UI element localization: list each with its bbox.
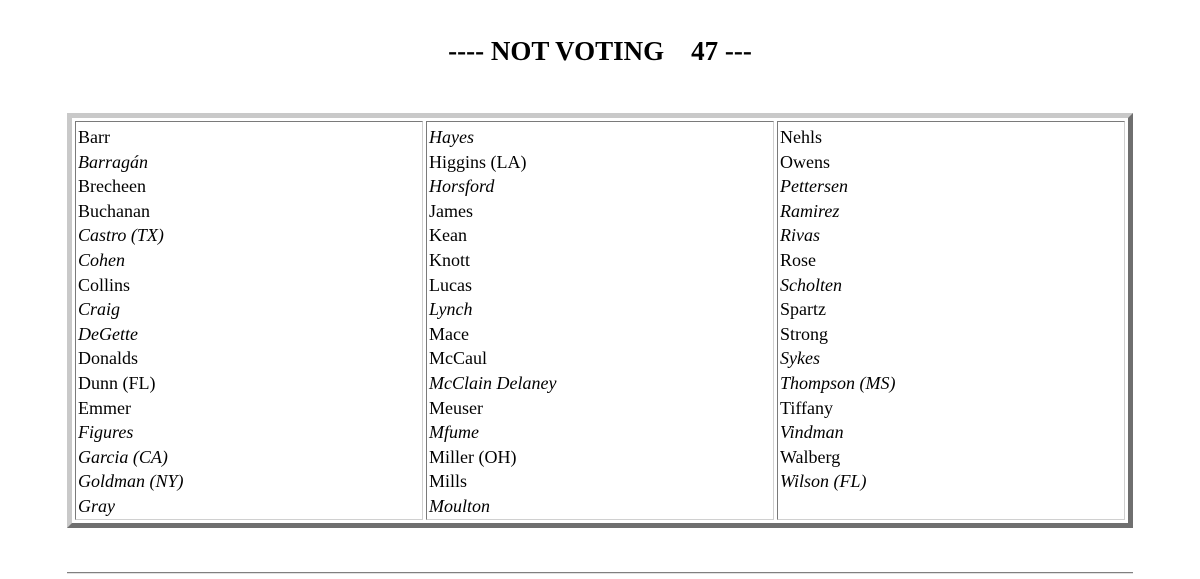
member-name: Owens	[780, 151, 830, 172]
member-name: Lynch	[429, 299, 473, 320]
member-name: Mace	[429, 323, 469, 344]
member-name: Strong	[780, 323, 829, 344]
names-column-2	[426, 121, 774, 520]
member-name: Dunn (FL)	[78, 372, 156, 393]
member-name: Ramirez	[780, 200, 840, 221]
member-name: Moulton	[429, 495, 490, 516]
member-name: Barragán	[78, 151, 149, 172]
member-name: Knott	[429, 249, 471, 270]
member-name: Rivas	[780, 225, 820, 246]
member-name: Buchanan	[78, 200, 150, 221]
member-name: Thompson (MS)	[780, 372, 896, 393]
member-name: Mills	[429, 471, 468, 492]
names-column-3	[777, 121, 1125, 520]
member-name: Walberg	[780, 446, 841, 467]
not-voting-heading: ---- NOT VOTING 47 ---	[448, 36, 752, 66]
member-name: Donalds	[78, 348, 138, 369]
member-name: Brecheen	[78, 176, 146, 197]
member-name: Nehls	[780, 127, 822, 147]
member-name: Sykes	[780, 348, 820, 369]
member-name: Tiffany	[780, 397, 834, 418]
horizontal-rule	[67, 572, 1133, 574]
member-name: Meuser	[429, 397, 483, 418]
member-name: Garcia (CA)	[78, 446, 168, 467]
member-name: Spartz	[780, 299, 826, 320]
not-voting-table	[67, 113, 1133, 528]
member-name: Castro (TX)	[78, 225, 164, 246]
member-name: Lucas	[429, 274, 472, 295]
member-name: Pettersen	[780, 176, 848, 197]
member-name: Kean	[429, 225, 467, 246]
member-name: McClain Delaney	[429, 372, 557, 393]
member-name: Vindman	[780, 422, 844, 443]
member-name: Emmer	[78, 397, 131, 418]
member-name: Wilson (FL)	[780, 471, 867, 492]
member-name: Cohen	[78, 249, 125, 270]
member-name: McCaul	[429, 348, 487, 369]
member-name: Higgins (LA)	[429, 151, 527, 172]
member-name: Hayes	[429, 127, 474, 147]
member-name: Horsford	[429, 176, 495, 197]
member-name: Gray	[78, 495, 115, 516]
member-name: Goldman (NY)	[78, 471, 184, 492]
names-column-1	[75, 121, 423, 520]
member-name: DeGette	[78, 323, 138, 344]
member-name: Mfume	[429, 422, 479, 443]
member-name: Rose	[780, 249, 816, 270]
member-name: Craig	[78, 299, 121, 320]
table-row	[75, 121, 1125, 520]
member-name: Collins	[78, 274, 131, 295]
member-name: Scholten	[780, 274, 842, 295]
member-name: James	[429, 200, 473, 221]
member-name: Miller (OH)	[429, 446, 517, 467]
member-name: Figures	[78, 422, 134, 443]
member-name: Barr	[78, 127, 110, 147]
